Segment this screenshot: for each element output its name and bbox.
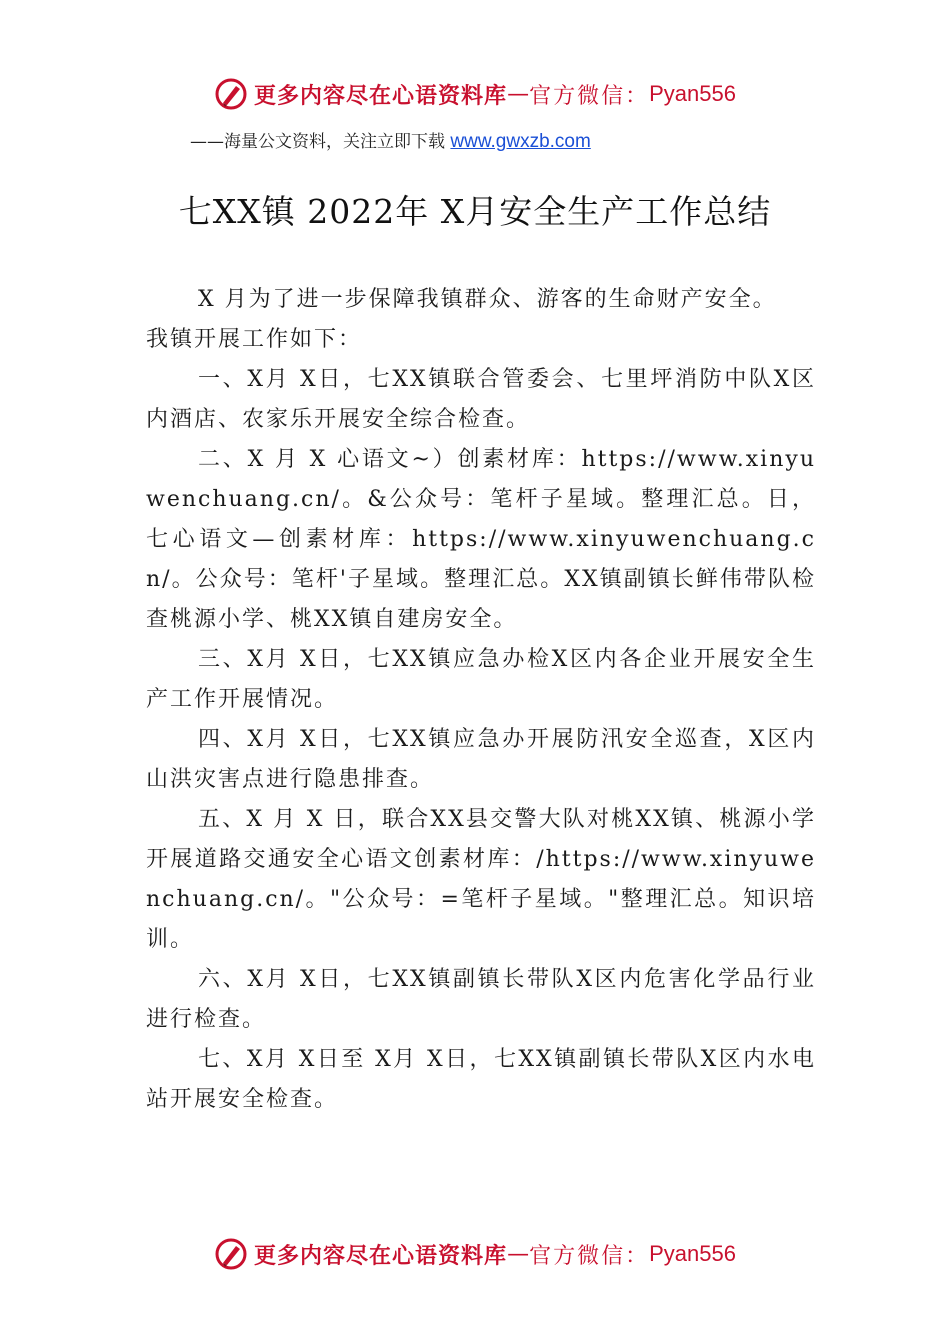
banner-wechat-label: 官方微信：: [529, 83, 650, 109]
paragraph: 我镇开展工作如下：: [146, 327, 363, 352]
paragraph: 二、X 月 X 心语文~）创素材库：https://www.xinyuwenchuang.cn/。&公众号：笔杆子星域。整理汇总。日，七心语文—创素材库：https://www.xinyuwenchuang.cn/。公众号：笔杆'子星域。整理汇总。XX镇副镇长鲜伟带队检查桃源小学、桃XX镇自建房安全。: [146, 447, 816, 632]
banner-wechat-id: Pyan556: [649, 1241, 736, 1266]
paragraph: 六、X月 X日，七XX镇副镇长带队X区内危害化学品行业进行检查。: [146, 967, 816, 1032]
banner-separator: —: [507, 81, 530, 107]
document-title: 七XX镇 2022年 X月安全生产工作总结: [178, 192, 772, 231]
paragraph: 七、X月 X日至 X月 X日，七XX镇副镇长带队X区内水电站开展安全检查。: [146, 1047, 816, 1112]
pen-logo-icon: [214, 77, 248, 111]
header-banner: [0, 74, 950, 114]
banner-separator: —: [507, 1241, 530, 1267]
pen-logo-icon: [214, 1237, 248, 1271]
paragraph: 四、X月 X日，七XX镇应急办开展防汛安全巡查，X区内山洪灾害点进行隐患排查。: [146, 727, 816, 792]
banner-main-text: 更多内容尽在心语资料库: [254, 83, 508, 109]
download-notice: [190, 127, 591, 153]
download-link[interactable]: www.gwxzb.com: [450, 131, 591, 152]
banner-wechat-id: Pyan556: [649, 81, 736, 106]
footer-banner: [0, 1234, 950, 1274]
paragraph: 一、X月 X日，七XX镇联合管委会、七里坪消防中队X区内酒店、农家乐开展安全综合检查。: [146, 367, 816, 432]
paragraph: 三、X月 X日，七XX镇应急办检X区内各企业开展安全生产工作开展情况。: [146, 647, 816, 712]
paragraph: X 月为了进一步保障我镇群众、游客的生命财产安全。: [198, 287, 777, 312]
paragraph: 五、X 月 X 日，联合XX县交警大队对桃XX镇、桃源小学开展道路交通安全心语文创素材库：/https://www.xinyuwenchuang.cn/。"公众号：=笔杆子星域。"整理汇总。知识培训。: [146, 807, 816, 952]
banner-main-text: 更多内容尽在心语资料库: [254, 1243, 508, 1269]
download-notice-text: ——海量公文资料，关注立即下载: [190, 132, 451, 152]
document-body: [146, 280, 816, 1120]
banner-wechat-label: 官方微信：: [529, 1243, 650, 1269]
